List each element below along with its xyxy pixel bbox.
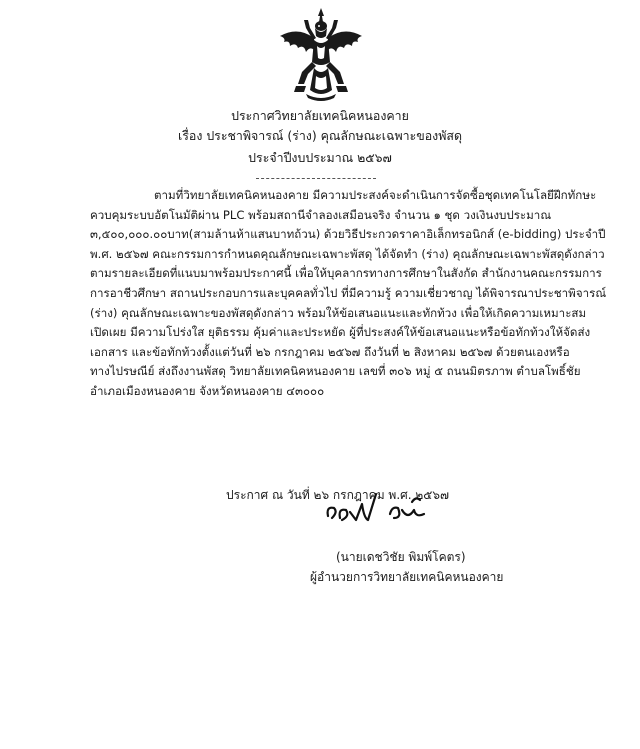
body-line: พ.ศ. ๒๕๖๗ คณะกรรมการกำหนดคุณลักษณะเฉพาะพัสดุ ได้จัดทำ (ร่าง) คุณลักษณะเฉพาะพัสดุดังกล่าว: [90, 246, 605, 261]
announcement-body: [90, 186, 610, 402]
body-line: ควบคุมระบบอัตโนมัติผ่าน PLC พร้อมสถานีจำลองเสมือนจริง จำนวน ๑ ชุด วงเงินงบประมาณ: [90, 207, 552, 222]
body-line: เอกสาร และข้อทักท้วงตั้งแต่วันที่ ๒๖ กรกฎาคม ๒๕๖๗ ถึงวันที่ ๒ สิงหาคม ๒๕๖๗ ด้วยตนเองหรือ: [90, 344, 570, 359]
announcement-subject: เรื่อง ประชาพิจารณ์ (ร่าง) คุณลักษณะเฉพาะของพัสดุ: [178, 128, 462, 143]
body-line: อำเภอเมืองหนองคาย จังหวัดหนองคาย ๔๓๐๐๐: [90, 383, 325, 398]
body-line: เปิดเผย มีความโปร่งใส ยุติธรรม คุ้มค่าและประหยัด ผู้ที่ประสงค์ให้ข้อเสนอแนะหรือข้อทักท้วงให้จัดส่ง: [90, 325, 591, 340]
signature: [320, 488, 450, 528]
divider: [256, 178, 376, 179]
garuda-emblem-icon: [276, 6, 366, 102]
announcement-title: ประกาศวิทยาลัยเทคนิคหนองคาย: [231, 108, 409, 123]
signer-position: ผู้อำนวยการวิทยาลัยเทคนิคหนองคาย: [310, 570, 504, 584]
body-line: ตามรายละเอียดที่แนบมาพร้อมประกาศนี้ เพื่อให้บุคลากรทางการศึกษาในสังกัด สำนักงานคณะกรรมการ: [90, 266, 602, 281]
fiscal-year: ประจำปีงบประมาณ ๒๕๖๗: [248, 150, 392, 165]
signer-name: (นายเดชวิชัย พิมพ์โคตร): [336, 550, 466, 564]
body-line: ๓,๕๐๐,๐๐๐.๐๐บาท(สามล้านห้าแสนบาทถ้วน) ด้วยวิธีประกวดราคาอิเล็กทรอนิกส์ (e-bidding) ประจำปี: [90, 227, 606, 242]
body-line: ทางไปรษณีย์ ส่งถึงงานพัสดุ วิทยาลัยเทคนิคหนองคาย เลขที่ ๓๐๖ หมู่ ๕ ถนนมิตรภาพ ตำบลโพธิ์ชัย: [90, 364, 581, 379]
body-line: ตามที่วิทยาลัยเทคนิคหนองคาย มีความประสงค์จะดำเนินการจัดซื้อชุดเทคโนโลยีฝึกทักษะ: [154, 188, 597, 202]
body-line: (ร่าง) คุณลักษณะเฉพาะของพัสดุดังกล่าว พร้อมให้ข้อเสนอแนะและทักท้วง เพื่อให้เกิดความเหมาะสม: [90, 305, 587, 320]
body-line: การอาชีวศึกษา สถานประกอบการและบุคคลทั่วไป ที่มีความรู้ ความเชี่ยวชาญ ได้พิจารณาประชาพิจารณ์: [90, 285, 607, 300]
announcement-date: ประกาศ ณ วันที่ ๒๖ กรกฎาคม พ.ศ. ๒๕๖๗: [226, 488, 450, 502]
